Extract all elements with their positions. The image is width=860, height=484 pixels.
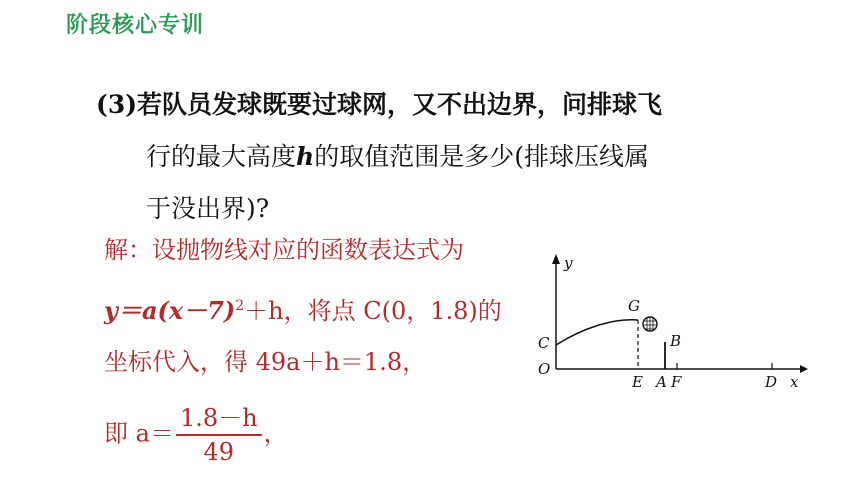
label-d: D	[765, 373, 778, 391]
page-title: 阶段核心专训	[66, 13, 205, 38]
label-f: F	[671, 373, 682, 391]
solution-line-1-text: 解：设抛物线对应的函数表达式为	[104, 236, 464, 264]
solution-line-2	[104, 292, 534, 348]
solution-formula-a: y＝a(x－7)	[104, 296, 236, 325]
solution-line-1	[104, 236, 534, 292]
label-y: y	[564, 254, 573, 272]
x-axis-arrow	[800, 365, 808, 373]
solution-formula-b: ＋h，将点 C(0，1.8)的	[244, 297, 502, 325]
variable-h: h	[296, 142, 315, 171]
label-e: E	[632, 373, 643, 391]
solution-exponent: 2	[235, 298, 245, 314]
label-a: A	[656, 373, 667, 391]
volleyball-diagram	[528, 248, 818, 398]
label-x: x	[790, 373, 799, 391]
problem-text	[96, 92, 756, 248]
fraction-numerator: 1.8－h	[176, 404, 262, 436]
problem-line-1	[96, 92, 756, 144]
problem-line-2	[96, 144, 756, 196]
problem-line-3-text: 于没出界)?	[146, 194, 270, 223]
solution-line-4-pre: 即 a＝	[104, 419, 174, 448]
fraction	[176, 404, 262, 466]
ball-icon	[643, 317, 657, 331]
trajectory-curve	[556, 320, 638, 345]
label-b: B	[670, 332, 682, 350]
label-c: C	[538, 334, 550, 352]
header-divider	[0, 58, 860, 64]
solution-line-3-text: 坐标代入，得 49a＋h＝1.8，	[104, 348, 427, 376]
solution-line-4-post: ，	[263, 419, 288, 448]
solution-line-4	[104, 404, 534, 468]
label-g: G	[628, 297, 640, 315]
y-axis-arrow	[552, 254, 560, 264]
label-o: O	[538, 360, 551, 378]
solution-line-3	[104, 348, 534, 404]
problem-line-2-post: 的取值范围是多少(排球压线属	[314, 142, 649, 171]
fraction-denominator: 49	[203, 438, 235, 466]
solution-text	[104, 236, 534, 468]
problem-line-1-text: (3)若队员发球既要过球网，又不出边界，问排球飞	[96, 90, 663, 119]
problem-line-2-pre: 行的最大高度	[146, 142, 297, 171]
